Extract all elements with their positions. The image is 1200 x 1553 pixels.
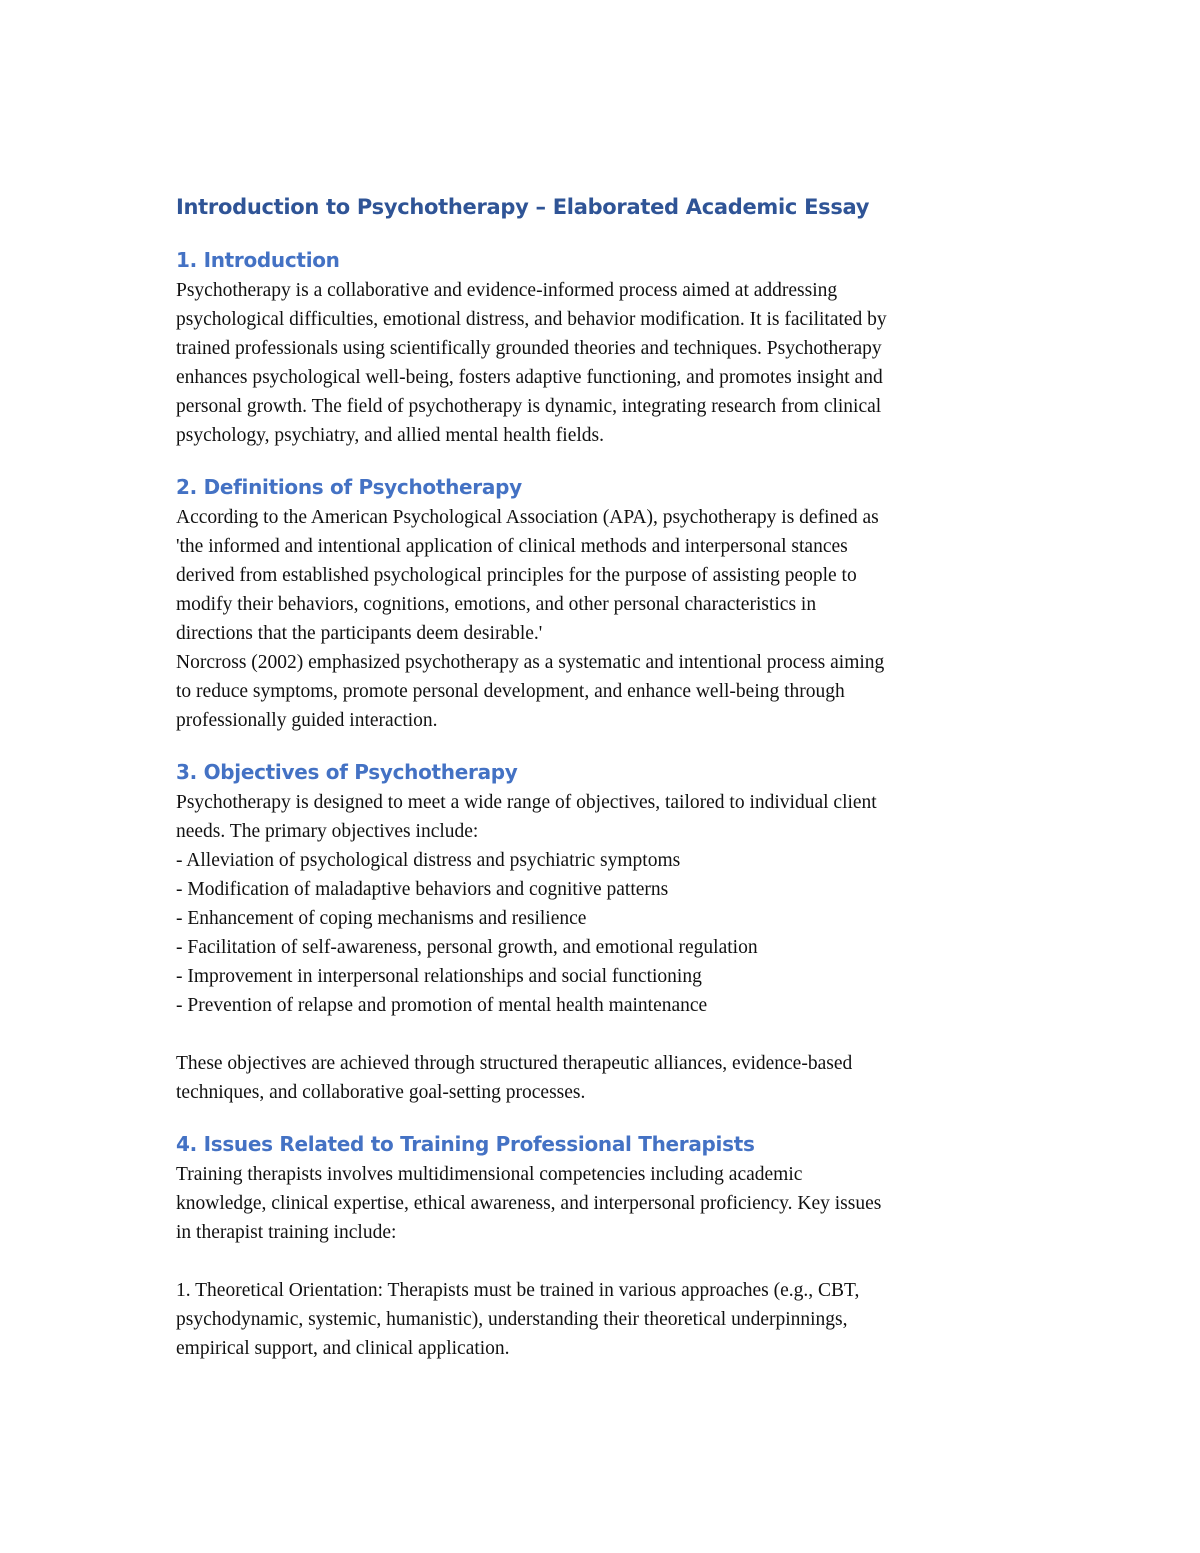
list-item: - Facilitation of self-awareness, personal growth, and emotional regulation (176, 937, 758, 958)
text-line: Norcross (2002) emphasized psychotherapy as a systematic and intentional process aiming (176, 652, 885, 673)
text-line: in therapist training include: (176, 1222, 397, 1243)
section-heading: 3. Objectives of Psychotherapy (176, 760, 518, 784)
list-item: - Modification of maladaptive behaviors and cognitive patterns (176, 879, 669, 900)
section-introduction (176, 244, 1036, 450)
section-paragraph (176, 503, 1036, 735)
list-item: - Improvement in interpersonal relationships and social functioning (176, 966, 702, 987)
section-objectives (176, 756, 1036, 1107)
section-paragraph (176, 1160, 1036, 1247)
section-paragraph (176, 276, 1036, 450)
text-line: psychology, psychiatry, and allied mental health fields. (176, 425, 604, 446)
text-line: needs. The primary objectives include: (176, 821, 479, 842)
text-line: These objectives are achieved through structured therapeutic alliances, evidence-based (176, 1053, 853, 1074)
text-line: knowledge, clinical expertise, ethical awareness, and interpersonal proficiency. Key issues (176, 1193, 882, 1214)
text-line: modify their behaviors, cognitions, emotions, and other personal characteristics in (176, 594, 817, 615)
section-heading: 2. Definitions of Psychotherapy (176, 475, 522, 499)
text-line: trained professionals using scientifically grounded theories and techniques. Psychotherapy (176, 338, 882, 359)
text-line: techniques, and collaborative goal-setting processes. (176, 1082, 586, 1103)
section-definitions (176, 471, 1036, 735)
text-line: enhances psychological well-being, fosters adaptive functioning, and promotes insight and (176, 367, 883, 388)
text-line: Psychotherapy is a collaborative and evidence-informed process aimed at addressing (176, 280, 838, 301)
text-line: 'the informed and intentional application of clinical methods and interpersonal stances (176, 536, 848, 557)
list-item: - Prevention of relapse and promotion of mental health maintenance (176, 995, 708, 1016)
text-line: directions that the participants deem desirable.' (176, 623, 543, 644)
list-item: - Enhancement of coping mechanisms and resilience (176, 908, 587, 929)
blank-line (176, 1020, 1036, 1049)
section-heading: 4. Issues Related to Training Professional Therapists (176, 1132, 755, 1156)
section-paragraph (176, 1049, 1036, 1107)
section-paragraph (176, 1276, 1036, 1363)
section-paragraph (176, 788, 1036, 1020)
text-line: psychodynamic, systemic, humanistic), understanding their theoretical underpinnings, (176, 1309, 848, 1330)
text-line: personal growth. The field of psychotherapy is dynamic, integrating research from clinical (176, 396, 882, 417)
text-line: Psychotherapy is designed to meet a wide range of objectives, tailored to individual client (176, 792, 877, 813)
list-item: - Alleviation of psychological distress and psychiatric symptoms (176, 850, 681, 871)
section-heading: 1. Introduction (176, 248, 340, 272)
text-line: to reduce symptoms, promote personal development, and enhance well-being through (176, 681, 845, 702)
blank-line (176, 1247, 1036, 1276)
text-line: According to the American Psychological Association (APA), psychotherapy is defined as (176, 507, 879, 528)
text-line: 1. Theoretical Orientation: Therapists must be trained in various approaches (e.g., CBT, (176, 1280, 860, 1301)
document-title: Introduction to Psychotherapy – Elaborated Academic Essay (176, 195, 870, 219)
text-line: professionally guided interaction. (176, 710, 438, 731)
section-training-issues (176, 1128, 1036, 1363)
text-line: psychological difficulties, emotional distress, and behavior modification. It is facilitated by (176, 309, 887, 330)
text-line: empirical support, and clinical application. (176, 1338, 510, 1359)
document-body (176, 190, 1036, 1363)
text-line: Training therapists involves multidimensional competencies including academic (176, 1164, 803, 1185)
text-line: derived from established psychological principles for the purpose of assisting people to (176, 565, 857, 586)
